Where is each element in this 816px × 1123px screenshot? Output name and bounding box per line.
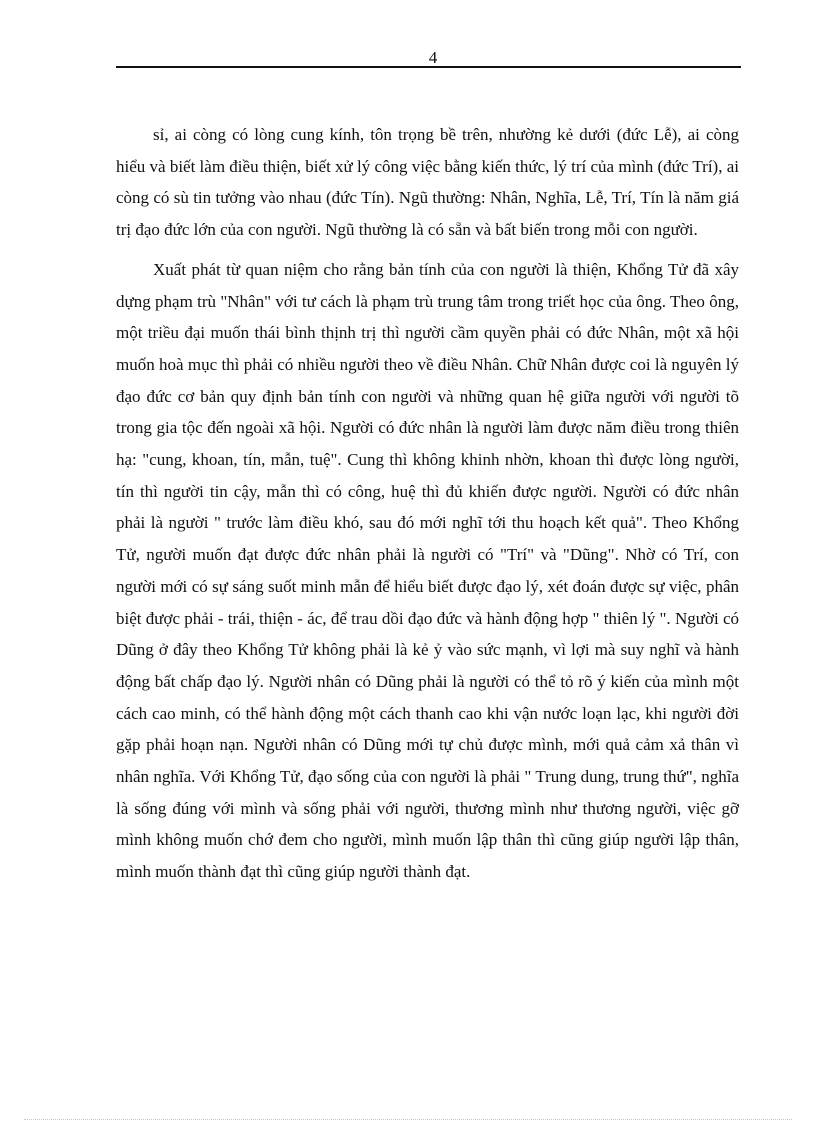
page-number: 4 bbox=[428, 48, 438, 67]
paragraph-1: sỉ, ai còng có lòng cung kính, tôn trọng bề trên, nhường kẻ dưới (đức Lễ), ai còng hiểu và biết làm điều thiện, biết xử lý công việc bằng kiến thức, lý trí của mình (đức Trí), ai còng có sù tin tưởng vào nhau (đức Tín). Ngũ thường: Nhân, Nghĩa, Lễ, Trí, Tín là năm giá trị đạo đức lớn của con người. Ngũ thường là có sẵn và bất biến trong mỗi con người. bbox=[116, 125, 739, 240]
header-rule bbox=[116, 66, 741, 68]
footer-dotted-rule bbox=[24, 1119, 792, 1120]
document-body bbox=[116, 119, 739, 888]
paragraph-2: Xuất phát từ quan niệm cho rằng bản tính của con người là thiện, Khổng Tử đã xây dựng phạm trù "Nhân" với tư cách là phạm trù trung tâm trong triết học của ông. Theo ông, một triều đại muốn thái bình thịnh trị thì người cầm quyền phải có đức Nhân, một xã hội muốn hoà mục thì phải có nhiều người theo về điều Nhân. Chữ Nhân được coi là nguyên lý đạo đức cơ bản quy định bản tính con người và những quan hệ giữa người với người tõ trong gia tộc đến ngoài xã hội. Người có đức nhân là người làm được năm điều trong thiên hạ: "cung, khoan, tín, mẫn, tuệ". Cung thì không khinh nhờn, khoan thì được lòng người, tín thì người tin cậy, mẫn thì có công, huệ thì đủ khiến được người. Người có đức nhân phải là người " trước làm điều khó, sau đó mới nghĩ tới thu hoạch kết quả". Theo Khổng Tử, người muốn đạt được đức nhân phải là người có "Trí" và "Dũng". Nhờ có Trí, con người mới có sự sáng suốt minh mẫn để hiểu biết được đạo lý, xét đoán được sự việc, phân biệt được phải - trái, thiện - ác, để trau dồi đạo đức và hành động hợp " thiên lý ". Người có Dũng ở đây theo Khổng Tử không phải là kẻ ỷ vào sức mạnh, vì lợi mà suy nghĩ và hành động bất chấp đạo lý. Người nhân có Dũng phải là người có thể tỏ rõ ý kiến của mình một cách cao minh, có thể hành động một cách thanh cao khi vận nước loạn lạc, khi người đời gặp phải hoạn nạn. Người nhân có Dũng mới tự chủ được mình, mới quả cảm xả thân vì nhân nghĩa. Với Khổng Tử, đạo sống của con người là phải " Trung dung, trung thứ", nghĩa là sống đúng với mình và sống phải với người, thương mình như thương người, việc gỡ mình không muốn chớ đem cho người, mình muốn lập thân thì cũng giúp người lập thân, mình muốn thành đạt thì cũng giúp người thành đạt. bbox=[116, 259, 739, 882]
